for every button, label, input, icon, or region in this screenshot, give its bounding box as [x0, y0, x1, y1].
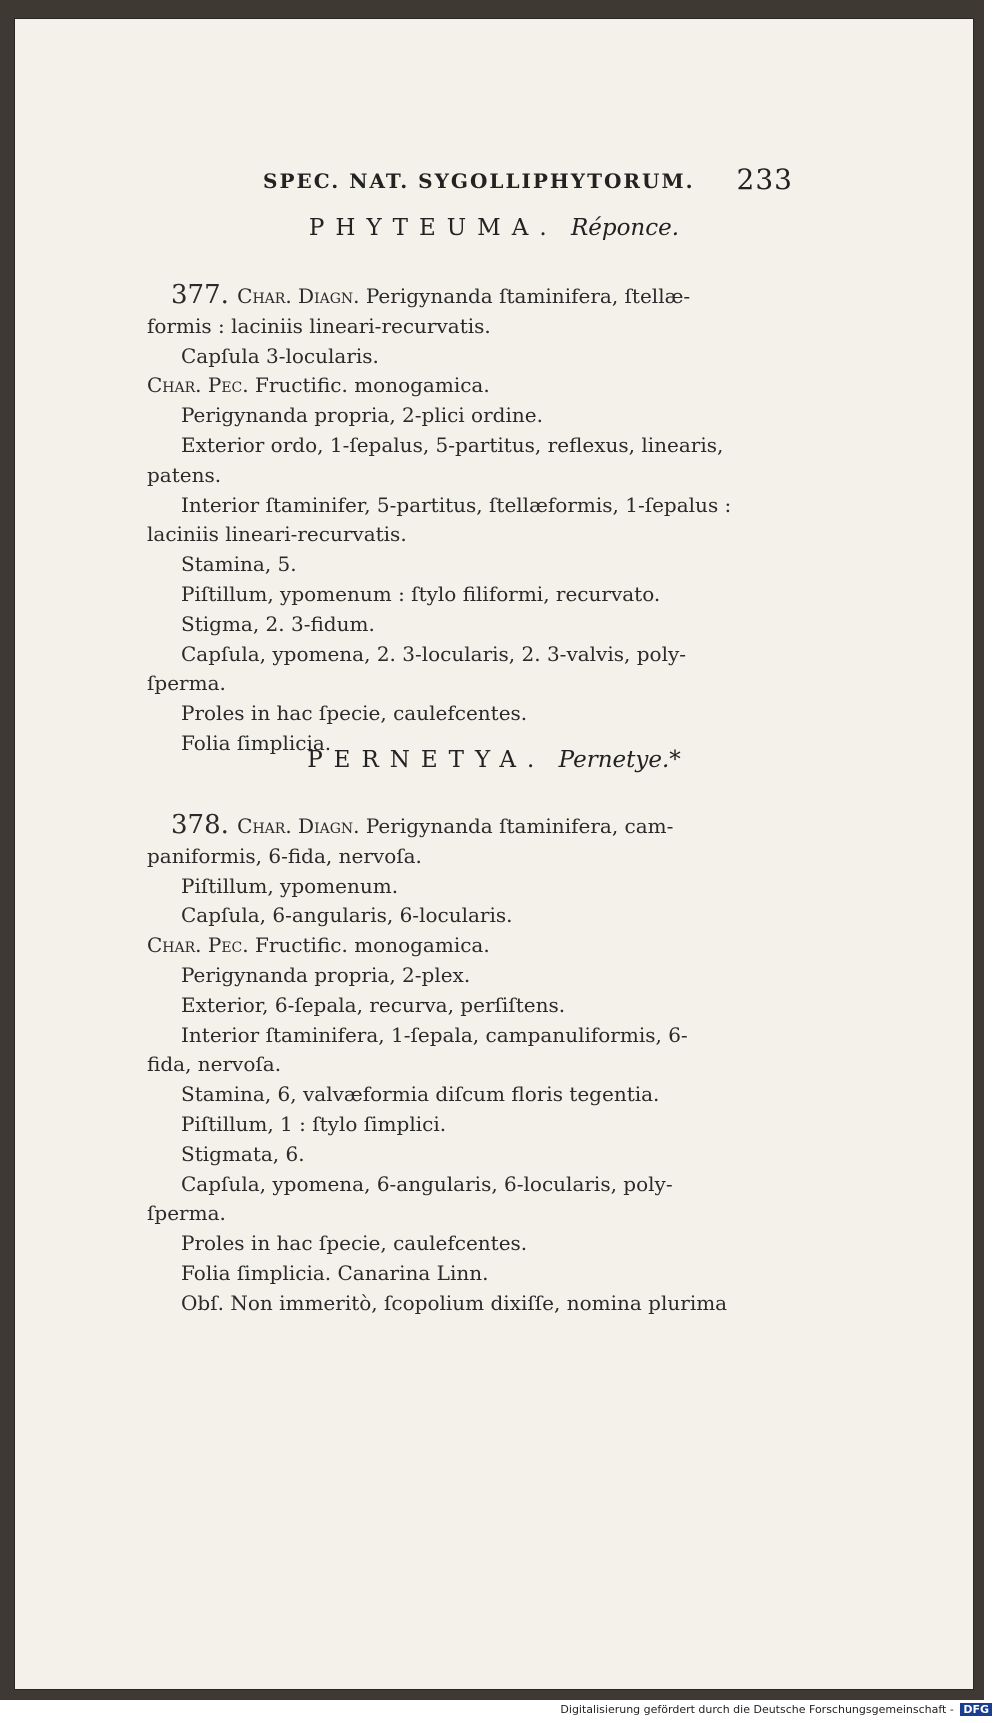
text-run: Capſula [181, 343, 260, 368]
text-run: , ſtellæ- [611, 284, 691, 308]
text-run: Fructific. [254, 933, 348, 958]
text-run: Interior ſtaminifer [181, 492, 365, 517]
text-run: Linn. [436, 1260, 489, 1285]
text-run: Folia ſimplicia. [181, 730, 332, 755]
text-run: , 6. [272, 1141, 305, 1166]
text-run: Stamina [181, 1082, 265, 1107]
text-run: Piſtillum [181, 873, 268, 898]
text-run: 378. [171, 810, 238, 840]
genus-name: PERNETYA. [307, 747, 546, 773]
genus-french-name: Pernetye.* [558, 747, 681, 773]
text-run: 3-locularis. [259, 343, 379, 368]
text-run: , ypomenum. [267, 873, 399, 898]
text-run: Piſtillum [181, 581, 268, 606]
footer-text: Digitalisierung gefördert durch die Deutsche Forschungsgemeinschaft - [560, 1703, 954, 1716]
text-run: Interior ſtaminifera [181, 1022, 379, 1047]
text-line [147, 312, 795, 342]
page-number: 233 [736, 163, 793, 196]
text-run: , 2-plici ordine. [389, 403, 543, 428]
text-run: Char. Pec. [147, 373, 255, 398]
text-line [147, 901, 795, 931]
text-line [147, 491, 795, 521]
page [14, 18, 974, 1690]
text-run: Proles [181, 701, 245, 726]
text-line [147, 1229, 795, 1259]
text-run: Stigma [181, 611, 253, 636]
text-run: laciniis lineari-recurvatis. [147, 522, 407, 547]
text-line [147, 1140, 795, 1170]
text-run: Capſula [181, 1171, 260, 1196]
text-run: Proles [181, 1231, 245, 1256]
text-line [147, 1080, 795, 1110]
text-run: , 6-angularis, 6-locularis. [259, 903, 513, 928]
text-line [147, 1110, 795, 1140]
text-run: monogamica. [347, 373, 490, 398]
text-run: , ypomena, 2. 3-locularis, 2. 3-valvis, poly- [259, 641, 687, 666]
text-line [147, 1259, 795, 1289]
text-run: , 6-ſepala, recurva, perſiſtens. [262, 992, 566, 1017]
text-line [147, 1021, 795, 1051]
text-run: fida, nervoſa. [147, 1052, 282, 1077]
text-line [147, 811, 795, 842]
text-run: Capſula [181, 903, 260, 928]
text-run: Perigynanda ſtaminifera [365, 814, 612, 838]
text-run: 377. [171, 280, 238, 310]
text-line [147, 1050, 795, 1080]
text-run: Piſtillum [181, 1111, 268, 1136]
text-line [147, 872, 795, 902]
text-line [147, 931, 795, 961]
text-run: , ypomenum : ſtylo filiformi, recurvato. [267, 581, 661, 606]
entry-378 [147, 811, 795, 1319]
text-run: Perigynanda ſtaminifera [365, 284, 612, 308]
text-line [147, 342, 795, 372]
text-line [147, 1289, 795, 1319]
text-line [147, 842, 795, 872]
dfg-logo: DFG [960, 1703, 992, 1716]
text-run: formis : laciniis lineari-recurvatis. [147, 313, 491, 338]
genus-heading-pernetya [15, 747, 973, 773]
text-run: ſperma. [147, 671, 226, 696]
text-line [147, 991, 795, 1021]
text-line [147, 431, 795, 461]
text-run: , 5-partitus, ſtellæformis, 1-ſepalus : [364, 492, 732, 517]
text-line [147, 401, 795, 431]
text-run: Char. Diagn. [237, 814, 366, 838]
text-run: , 6, valvæformia diſcum floris tegentia. [264, 1082, 660, 1107]
text-run: Char. Diagn. [237, 284, 366, 308]
text-run: , 5. [264, 552, 297, 577]
text-run: Perigynanda propria [181, 962, 390, 987]
text-run: , ypomena, 6-angularis, 6-locularis, poly- [259, 1171, 673, 1196]
text-run: Non immeritò, ſcopolium dixiſſe, nomina plurima [230, 1290, 728, 1315]
text-line [147, 699, 795, 729]
text-run: Fructific. [254, 373, 348, 398]
text-line [147, 281, 795, 312]
text-run: monogamica. [347, 933, 490, 958]
text-run: , cam- [611, 814, 674, 838]
text-run: paniformis, 6-fida, nervoſa. [147, 843, 422, 868]
text-run: Folia ſimplicia. [181, 1260, 332, 1285]
text-run: Perigynanda propria [181, 403, 390, 428]
text-run: Exterior ordo [181, 432, 318, 457]
text-run: patens. [147, 462, 222, 487]
text-line [147, 520, 795, 550]
text-line [147, 550, 795, 580]
text-line [147, 669, 795, 699]
text-run: Canarina [331, 1260, 437, 1285]
text-run: Exterior [181, 992, 263, 1017]
text-line [147, 461, 795, 491]
text-run: , 1-ſepala, campanuliformis, 6- [378, 1022, 688, 1047]
running-header [263, 163, 793, 196]
text-run: , 1-ſepalus, 5-partitus, reflexus, linearis, [317, 432, 724, 457]
text-run: in hac ſpecie, caulefcentes. [244, 701, 528, 726]
text-run: Capſula [181, 641, 260, 666]
running-title: SPEC. NAT. SYGOLLIPHYTORUM. [263, 169, 695, 193]
text-run: , 2. 3-fidum. [252, 611, 375, 636]
text-run: Char. Pec. [147, 933, 255, 958]
text-line [147, 1170, 795, 1200]
text-line [147, 371, 795, 401]
text-line [147, 610, 795, 640]
digitization-footer [560, 1703, 992, 1716]
text-run: , 2-plex. [389, 962, 471, 987]
text-run: Stamina [181, 552, 265, 577]
text-run: ſperma. [147, 1201, 226, 1226]
text-line [147, 1199, 795, 1229]
text-line [147, 580, 795, 610]
text-run: in hac ſpecie, caulefcentes. [244, 1231, 528, 1256]
genus-name: PHYTEUMA. [308, 215, 558, 241]
text-line [147, 961, 795, 991]
text-run: Obſ. [181, 1290, 231, 1315]
genus-heading-phyteuma [15, 215, 973, 241]
text-run: Stigmata [181, 1141, 273, 1166]
text-line [147, 640, 795, 670]
genus-french-name: Réponce. [570, 215, 680, 241]
entry-377 [147, 281, 795, 759]
text-run: , 1 : ſtylo ſimplici. [267, 1111, 447, 1136]
